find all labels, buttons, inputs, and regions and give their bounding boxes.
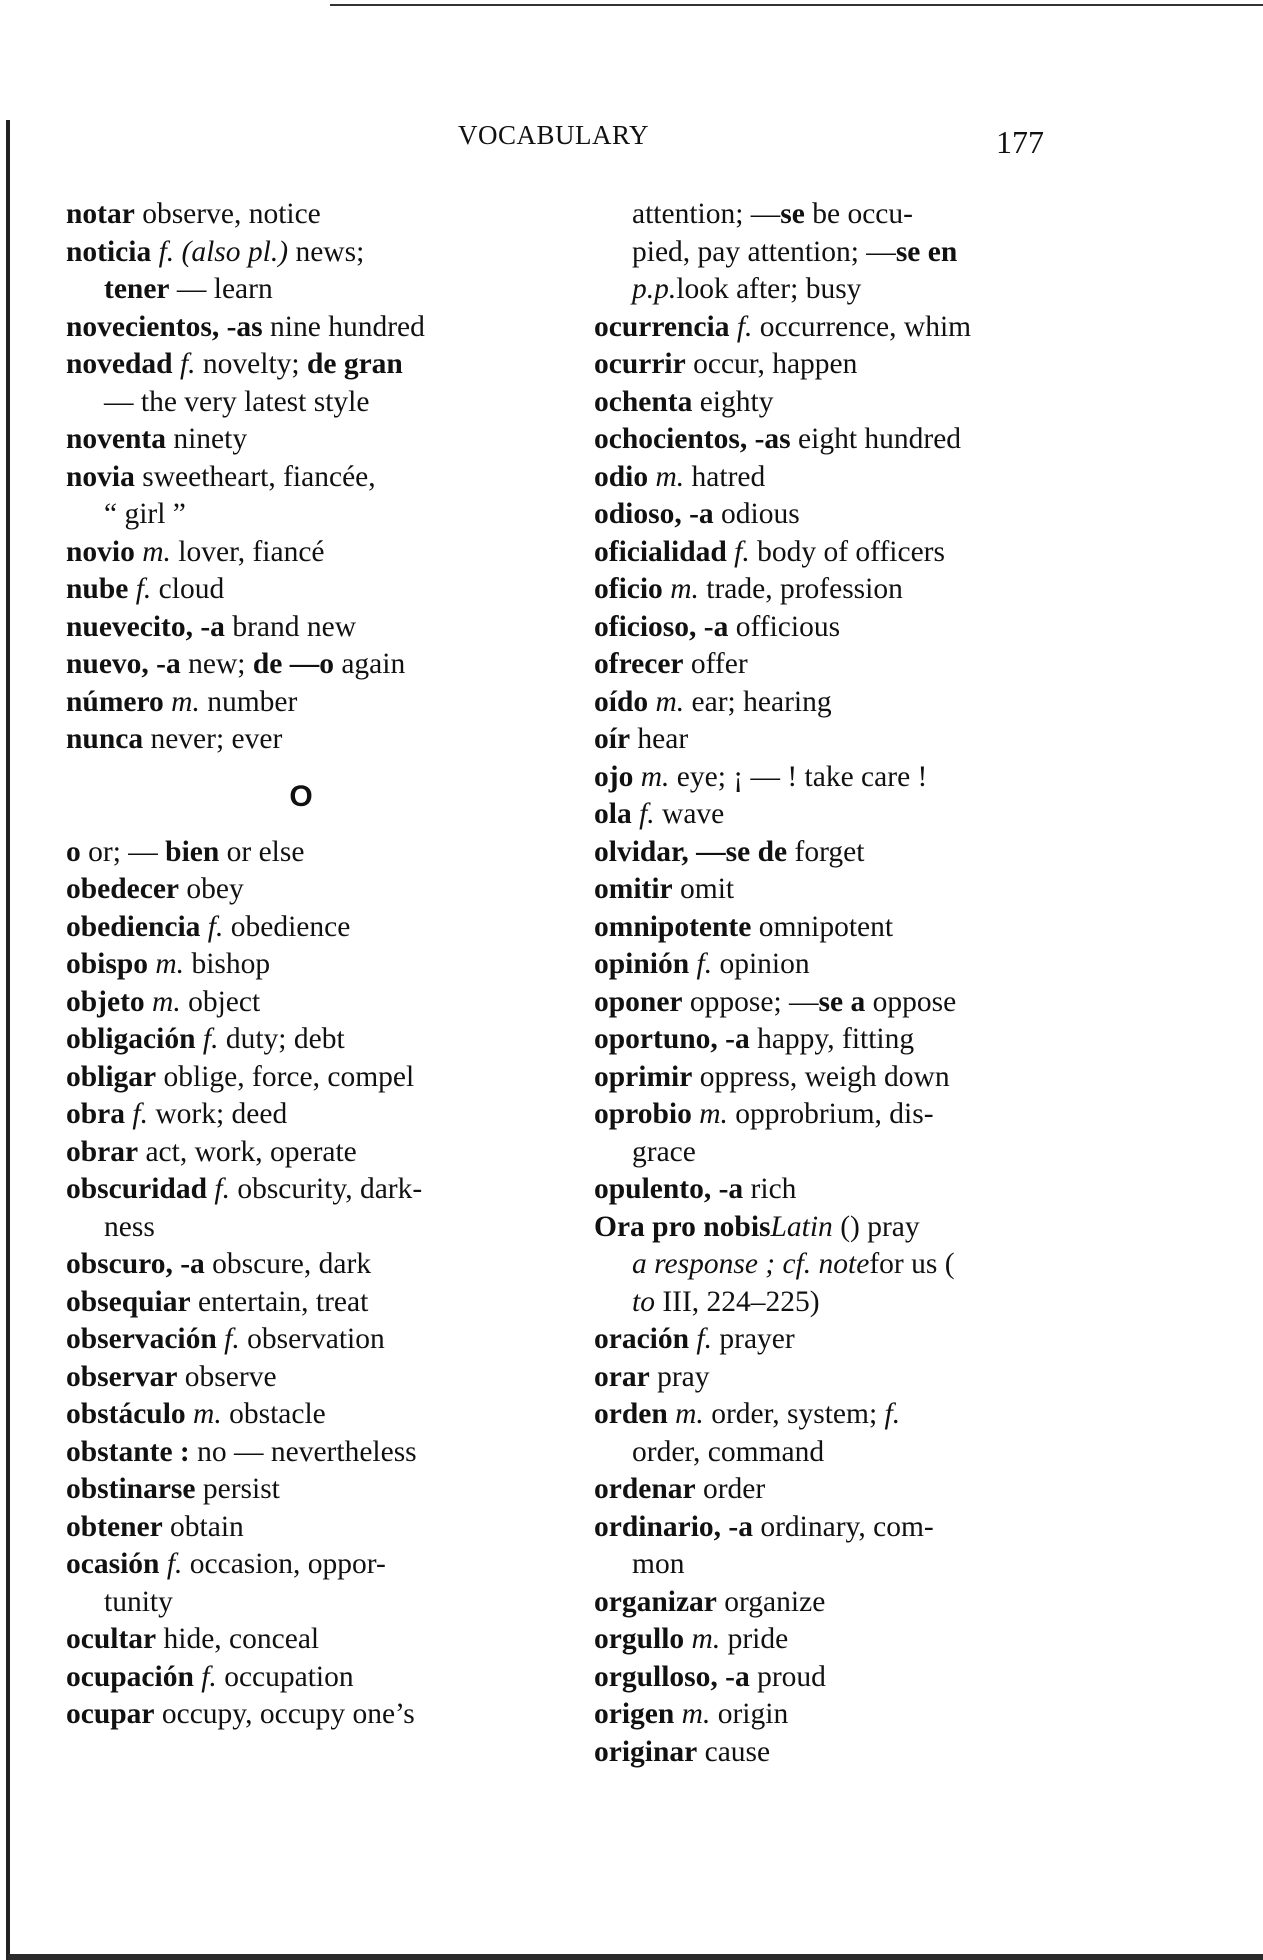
page-header (0, 120, 1263, 160)
definition: hatred (684, 460, 766, 493)
headword: noticia (66, 235, 152, 268)
vocab-entry (66, 909, 536, 947)
vocab-entry (66, 234, 536, 272)
definition: hide, conceal (156, 1623, 320, 1655)
headword: obediencia (66, 910, 201, 943)
headword: novio (66, 535, 135, 568)
grammar-label: f. (195, 1023, 219, 1055)
vocab-entry (594, 1359, 1064, 1397)
entry-continuation (594, 1434, 1064, 1472)
definition: attention; — (632, 198, 781, 230)
definition: ninety (165, 423, 248, 455)
headword: obispo (66, 948, 148, 980)
headword-phrase: se a (818, 985, 866, 1018)
definition: odious (713, 498, 800, 530)
definition: ( (832, 1210, 851, 1243)
vocab-entry (66, 1096, 536, 1134)
definition: tunity (104, 1585, 173, 1618)
headword-phrase: de —o (252, 648, 334, 680)
grammar-label: to (632, 1285, 655, 1318)
definition: ear; hearing (684, 685, 832, 718)
grammar-label: f. (689, 948, 713, 980)
headword: ojo (594, 760, 634, 793)
vocab-entry (594, 1696, 1064, 1734)
vocab-entry (594, 346, 1064, 384)
definition: brand new (224, 610, 357, 643)
vocab-entry (594, 1021, 1064, 1059)
headword: orgulloso, -a (594, 1660, 750, 1693)
headword: oprobio (594, 1098, 692, 1130)
definition: organize (716, 1585, 826, 1618)
grammar-label: f. (also pl.) (151, 235, 289, 268)
entry-continuation (594, 1134, 1064, 1172)
headword: opulento, -a (594, 1173, 744, 1205)
page-number: 177 (996, 124, 1044, 160)
definition: persist (195, 1473, 280, 1505)
headword: obsequiar (66, 1285, 191, 1318)
headword-phrase: se (780, 198, 805, 230)
headword: oficio (594, 573, 663, 605)
vocab-entry (594, 646, 1064, 684)
headword: oportuno, -a (594, 1023, 750, 1055)
headword: origen (594, 1698, 675, 1730)
grammar-label: m. (662, 573, 699, 605)
entry-continuation (66, 1584, 536, 1622)
entry-continuation (66, 384, 536, 422)
headword: obstante : (66, 1435, 190, 1468)
grammar-label: m. (144, 985, 181, 1018)
grammar-label: Latin (770, 1210, 833, 1243)
entry-continuation (66, 496, 536, 534)
vocab-entry (66, 1659, 536, 1697)
vocab-entry (594, 309, 1064, 347)
definition: look after; (676, 273, 806, 305)
headword: originar (594, 1735, 698, 1768)
headword: novedad (66, 348, 173, 380)
scan-bottom-edge (8, 1954, 1263, 1960)
definition: for us ( (869, 1248, 955, 1280)
definition: ness (104, 1210, 155, 1243)
definition: occupation (216, 1660, 354, 1693)
definition: sweetheart, fiancée, (134, 460, 376, 493)
grammar-label: m. (163, 685, 200, 718)
definition: ordinary, com- (752, 1510, 934, 1543)
vocab-entry (66, 684, 536, 722)
vocab-entry (66, 1471, 536, 1509)
definition: or; — (80, 835, 166, 868)
grammar-label: f. (125, 1098, 148, 1130)
entry-continuation (594, 196, 1064, 234)
headword: oración (594, 1323, 690, 1355)
grammar-label: f. (207, 1173, 230, 1205)
vocab-entry (66, 1284, 536, 1322)
vocab-entry (594, 1209, 1064, 1247)
definition: prayer (712, 1323, 795, 1355)
headword: odioso, -a (594, 498, 714, 530)
definition: happy, fitting (749, 1023, 915, 1055)
headword: nunca (66, 723, 144, 755)
definition: obtain (162, 1510, 244, 1543)
entry-continuation (66, 1209, 536, 1247)
headword: observar (66, 1360, 178, 1393)
vocab-entry (594, 496, 1064, 534)
grammar-label: m. (691, 1098, 728, 1130)
headword: tener (104, 273, 170, 305)
definition: oppose (865, 985, 957, 1018)
headword: obstáculo (66, 1398, 186, 1430)
definition: offer (683, 648, 748, 680)
headword: obscuro, -a (66, 1248, 205, 1280)
vocab-entry (66, 1696, 536, 1734)
vocab-entry (594, 1621, 1064, 1659)
headword: novecientos, -as (66, 310, 263, 343)
headword: nuevo, -a (66, 648, 181, 680)
definition: obstacle (221, 1398, 326, 1430)
vocab-entry (594, 609, 1064, 647)
vocab-entry (594, 1321, 1064, 1359)
definition: occurrence, whim (752, 310, 972, 343)
vocab-entry (594, 796, 1064, 834)
headword: ocurrir (594, 348, 686, 380)
definition: pray (649, 1360, 710, 1393)
scan-top-edge (330, 4, 1263, 6)
headword: ochenta (594, 385, 693, 418)
definition: cloud (151, 573, 225, 605)
definition: mon (632, 1548, 685, 1580)
definition: ) pray (850, 1210, 920, 1243)
vocab-entry (66, 571, 536, 609)
vocab-entry (594, 1396, 1064, 1434)
grammar-label: f. (216, 1323, 240, 1355)
vocab-entry (594, 684, 1064, 722)
entry-continuation (66, 271, 536, 309)
definition: opprobrium, dis- (727, 1098, 934, 1130)
grammar-label: f. (200, 910, 224, 943)
left-column (66, 196, 536, 1734)
vocab-entry (594, 1659, 1064, 1697)
right-column (594, 196, 1064, 1771)
grammar-label: f. (172, 348, 196, 380)
definition: oppress, weigh down (692, 1060, 950, 1093)
definition: — the very latest style (104, 385, 370, 418)
vocab-entry (594, 571, 1064, 609)
grammar-label: p.p. (632, 273, 677, 305)
vocab-entry (66, 346, 536, 384)
headword: oponer (594, 985, 683, 1018)
definition: obscurity, dark- (229, 1173, 423, 1205)
grammar-label: m. (648, 460, 685, 493)
definition: omnipotent (751, 910, 894, 943)
headword: obstinarse (66, 1473, 196, 1505)
headword: obscuridad (66, 1173, 207, 1205)
vocab-entry (66, 1396, 536, 1434)
grammar-label: a response ; cf. note (632, 1248, 870, 1280)
grammar-label: m. (134, 535, 171, 568)
running-head: VOCABULARY (458, 120, 650, 150)
headword: obligación (66, 1023, 196, 1055)
definition: III, 224–225) (654, 1285, 820, 1318)
entry-continuation (594, 271, 1064, 309)
headword: obtener (66, 1510, 163, 1543)
vocab-entry (594, 834, 1064, 872)
definition: obscure, dark (204, 1248, 372, 1280)
definition: omit (672, 873, 735, 905)
headword: observación (66, 1323, 217, 1355)
definition: order, system; (703, 1398, 885, 1430)
definition: number (199, 685, 298, 718)
definition: eye; ¡ — ! take care ! (669, 760, 928, 793)
grammar-label: f. (631, 798, 655, 830)
vocab-entry (66, 196, 536, 234)
headword-phrase: bien (165, 835, 220, 868)
headword: ordenar (594, 1473, 696, 1505)
headword: o (66, 835, 81, 868)
definition: work; deed (147, 1098, 288, 1130)
headword: ocupar (66, 1698, 155, 1730)
definition: — learn (169, 273, 273, 305)
headword: ofrecer (594, 648, 684, 680)
headword: orden (594, 1398, 668, 1430)
headword: notar (66, 198, 135, 230)
definition: object (180, 985, 261, 1018)
vocab-entry (66, 459, 536, 497)
definition: occur, happen (685, 348, 858, 380)
vocab-entry (66, 534, 536, 572)
headword: obrar (66, 1135, 139, 1168)
vocab-entry (66, 1509, 536, 1547)
vocab-entry (594, 1584, 1064, 1622)
vocab-entry (594, 1734, 1064, 1772)
vocab-entry (594, 459, 1064, 497)
section-letter: O (289, 779, 313, 813)
headword: opinión (594, 948, 690, 980)
headword: ochocientos, -as (594, 423, 791, 455)
definition: order, command (632, 1435, 825, 1468)
headword: omitir (594, 873, 673, 905)
definition: obedience (223, 910, 351, 943)
definition: order (695, 1473, 766, 1505)
vocab-entry (66, 1546, 536, 1584)
definition: new; (180, 648, 253, 680)
definition: cause (697, 1735, 771, 1768)
headword: ocurrencia (594, 310, 730, 343)
definition: busy (805, 273, 862, 305)
headword: obligar (66, 1060, 157, 1093)
vocab-entry (66, 1359, 536, 1397)
vocab-entry (66, 834, 536, 872)
headword: nuevecito, -a (66, 610, 225, 643)
definition: or else (219, 835, 305, 868)
definition: observe (177, 1360, 277, 1393)
grammar-label: m. (684, 1623, 721, 1655)
definition: never; ever (143, 723, 283, 755)
vocab-entry (66, 421, 536, 459)
headword: omnipotente (594, 910, 752, 943)
headword: ocupación (66, 1660, 194, 1693)
headword: número (66, 685, 164, 718)
headword: odio (594, 460, 649, 493)
headword-phrase: se en (895, 235, 958, 268)
vocab-entry (66, 609, 536, 647)
headword: ola (594, 798, 632, 830)
definition: pied, pay attention; — (632, 235, 896, 268)
vocab-entry (66, 309, 536, 347)
vocab-entry (66, 1321, 536, 1359)
vocab-entry (66, 721, 536, 759)
vocab-entry (66, 1621, 536, 1659)
definition: hear (630, 723, 689, 755)
vocab-entry (66, 946, 536, 984)
vocab-entry (66, 1021, 536, 1059)
definition: oblige, force, compel (156, 1060, 415, 1093)
headword: oficioso, -a (594, 610, 729, 643)
vocab-entry (594, 1471, 1064, 1509)
definition: duty; debt (218, 1023, 345, 1055)
headword: novia (66, 460, 135, 493)
vocab-entry (594, 946, 1064, 984)
definition: obey (179, 873, 244, 905)
definition: opinion (712, 948, 810, 980)
definition: grace (632, 1135, 696, 1168)
grammar-label: f. (159, 1548, 183, 1580)
entry-continuation (594, 234, 1064, 272)
definition: news; (288, 235, 365, 268)
grammar-label: f. (729, 310, 753, 343)
definition: act, work, operate (138, 1135, 357, 1168)
headword: noventa (66, 423, 166, 455)
headword: objeto (66, 985, 145, 1018)
definition: rich (743, 1173, 797, 1205)
vocab-entry (594, 909, 1064, 947)
grammar-label: m. (648, 685, 685, 718)
vocab-entry (66, 1434, 536, 1472)
vocab-entry (594, 384, 1064, 422)
headword: nube (66, 573, 129, 605)
headword: oprimir (594, 1060, 693, 1093)
vocab-entry (66, 1134, 536, 1172)
grammar-label: m. (633, 760, 670, 793)
definition: eighty (692, 385, 774, 418)
entry-continuation (594, 1546, 1064, 1584)
definition: occasion, oppor- (182, 1548, 386, 1580)
headword: orgullo (594, 1623, 685, 1655)
definition: observe, notice (134, 198, 321, 230)
definition: trade, profession (698, 573, 903, 605)
grammar-label: f. (689, 1323, 712, 1355)
headword: organizar (594, 1585, 717, 1618)
headword: ordinario, -a (594, 1510, 753, 1543)
definition: bishop (184, 948, 271, 980)
definition: no — nevertheless (189, 1435, 417, 1468)
headword: oficialidad (594, 535, 727, 568)
grammar-label: m. (185, 1398, 222, 1430)
vocab-entry (66, 1171, 536, 1209)
headword: oír (594, 723, 631, 755)
vocab-entry (594, 1509, 1064, 1547)
entry-continuation (594, 1246, 1064, 1284)
vocab-entry (594, 871, 1064, 909)
grammar-label: f. (128, 573, 152, 605)
headword: ocasión (66, 1548, 160, 1580)
definition: origin (710, 1698, 789, 1730)
grammar-label: f. (884, 1398, 901, 1430)
headword: olvidar, —se de (594, 835, 788, 868)
definition: proud (749, 1660, 826, 1693)
vocab-entry (594, 1171, 1064, 1209)
definition: nine hundred (262, 310, 425, 343)
definition: be occu- (804, 198, 913, 230)
vocab-entry (66, 984, 536, 1022)
definition: “ girl ” (104, 498, 186, 530)
vocab-entry (66, 871, 536, 909)
definition: forget (787, 835, 865, 868)
definition: lover, fiancé (170, 535, 325, 568)
definition: eight hundred (790, 423, 962, 455)
vocab-entry (594, 984, 1064, 1022)
vocab-entry (594, 721, 1064, 759)
grammar-label: f. (193, 1660, 217, 1693)
definition: observation (239, 1323, 385, 1355)
headword: obra (66, 1098, 125, 1130)
definition: officious (728, 610, 841, 643)
definition: again (333, 648, 406, 680)
headword: orar (594, 1360, 650, 1393)
vocab-entry (66, 646, 536, 684)
entry-continuation (594, 1284, 1064, 1322)
definition: novelty; (195, 348, 307, 380)
headword: obedecer (66, 873, 180, 905)
vocab-entry (594, 759, 1064, 797)
definition: oppose; — (682, 985, 819, 1018)
definition: entertain, treat (190, 1285, 369, 1318)
vocab-entry (594, 421, 1064, 459)
definition: body of officers (749, 535, 945, 568)
grammar-label: m. (674, 1698, 711, 1730)
headword: Ora pro nobis (594, 1210, 771, 1243)
headword-phrase: de gran (306, 348, 403, 380)
grammar-label: f. (726, 535, 750, 568)
definition: pride (720, 1623, 789, 1655)
definition: occupy, occupy one’s (154, 1698, 415, 1730)
headword: oído (594, 685, 649, 718)
vocab-entry (66, 1059, 536, 1097)
grammar-label: m. (148, 948, 185, 980)
grammar-label: m. (667, 1398, 704, 1430)
scan-left-edge (6, 120, 10, 1960)
vocab-entry (594, 1096, 1064, 1134)
vocab-entry (66, 1246, 536, 1284)
vocab-entry (594, 1059, 1064, 1097)
vocab-entry (594, 534, 1064, 572)
definition: wave (654, 798, 725, 830)
headword: ocultar (66, 1623, 157, 1655)
